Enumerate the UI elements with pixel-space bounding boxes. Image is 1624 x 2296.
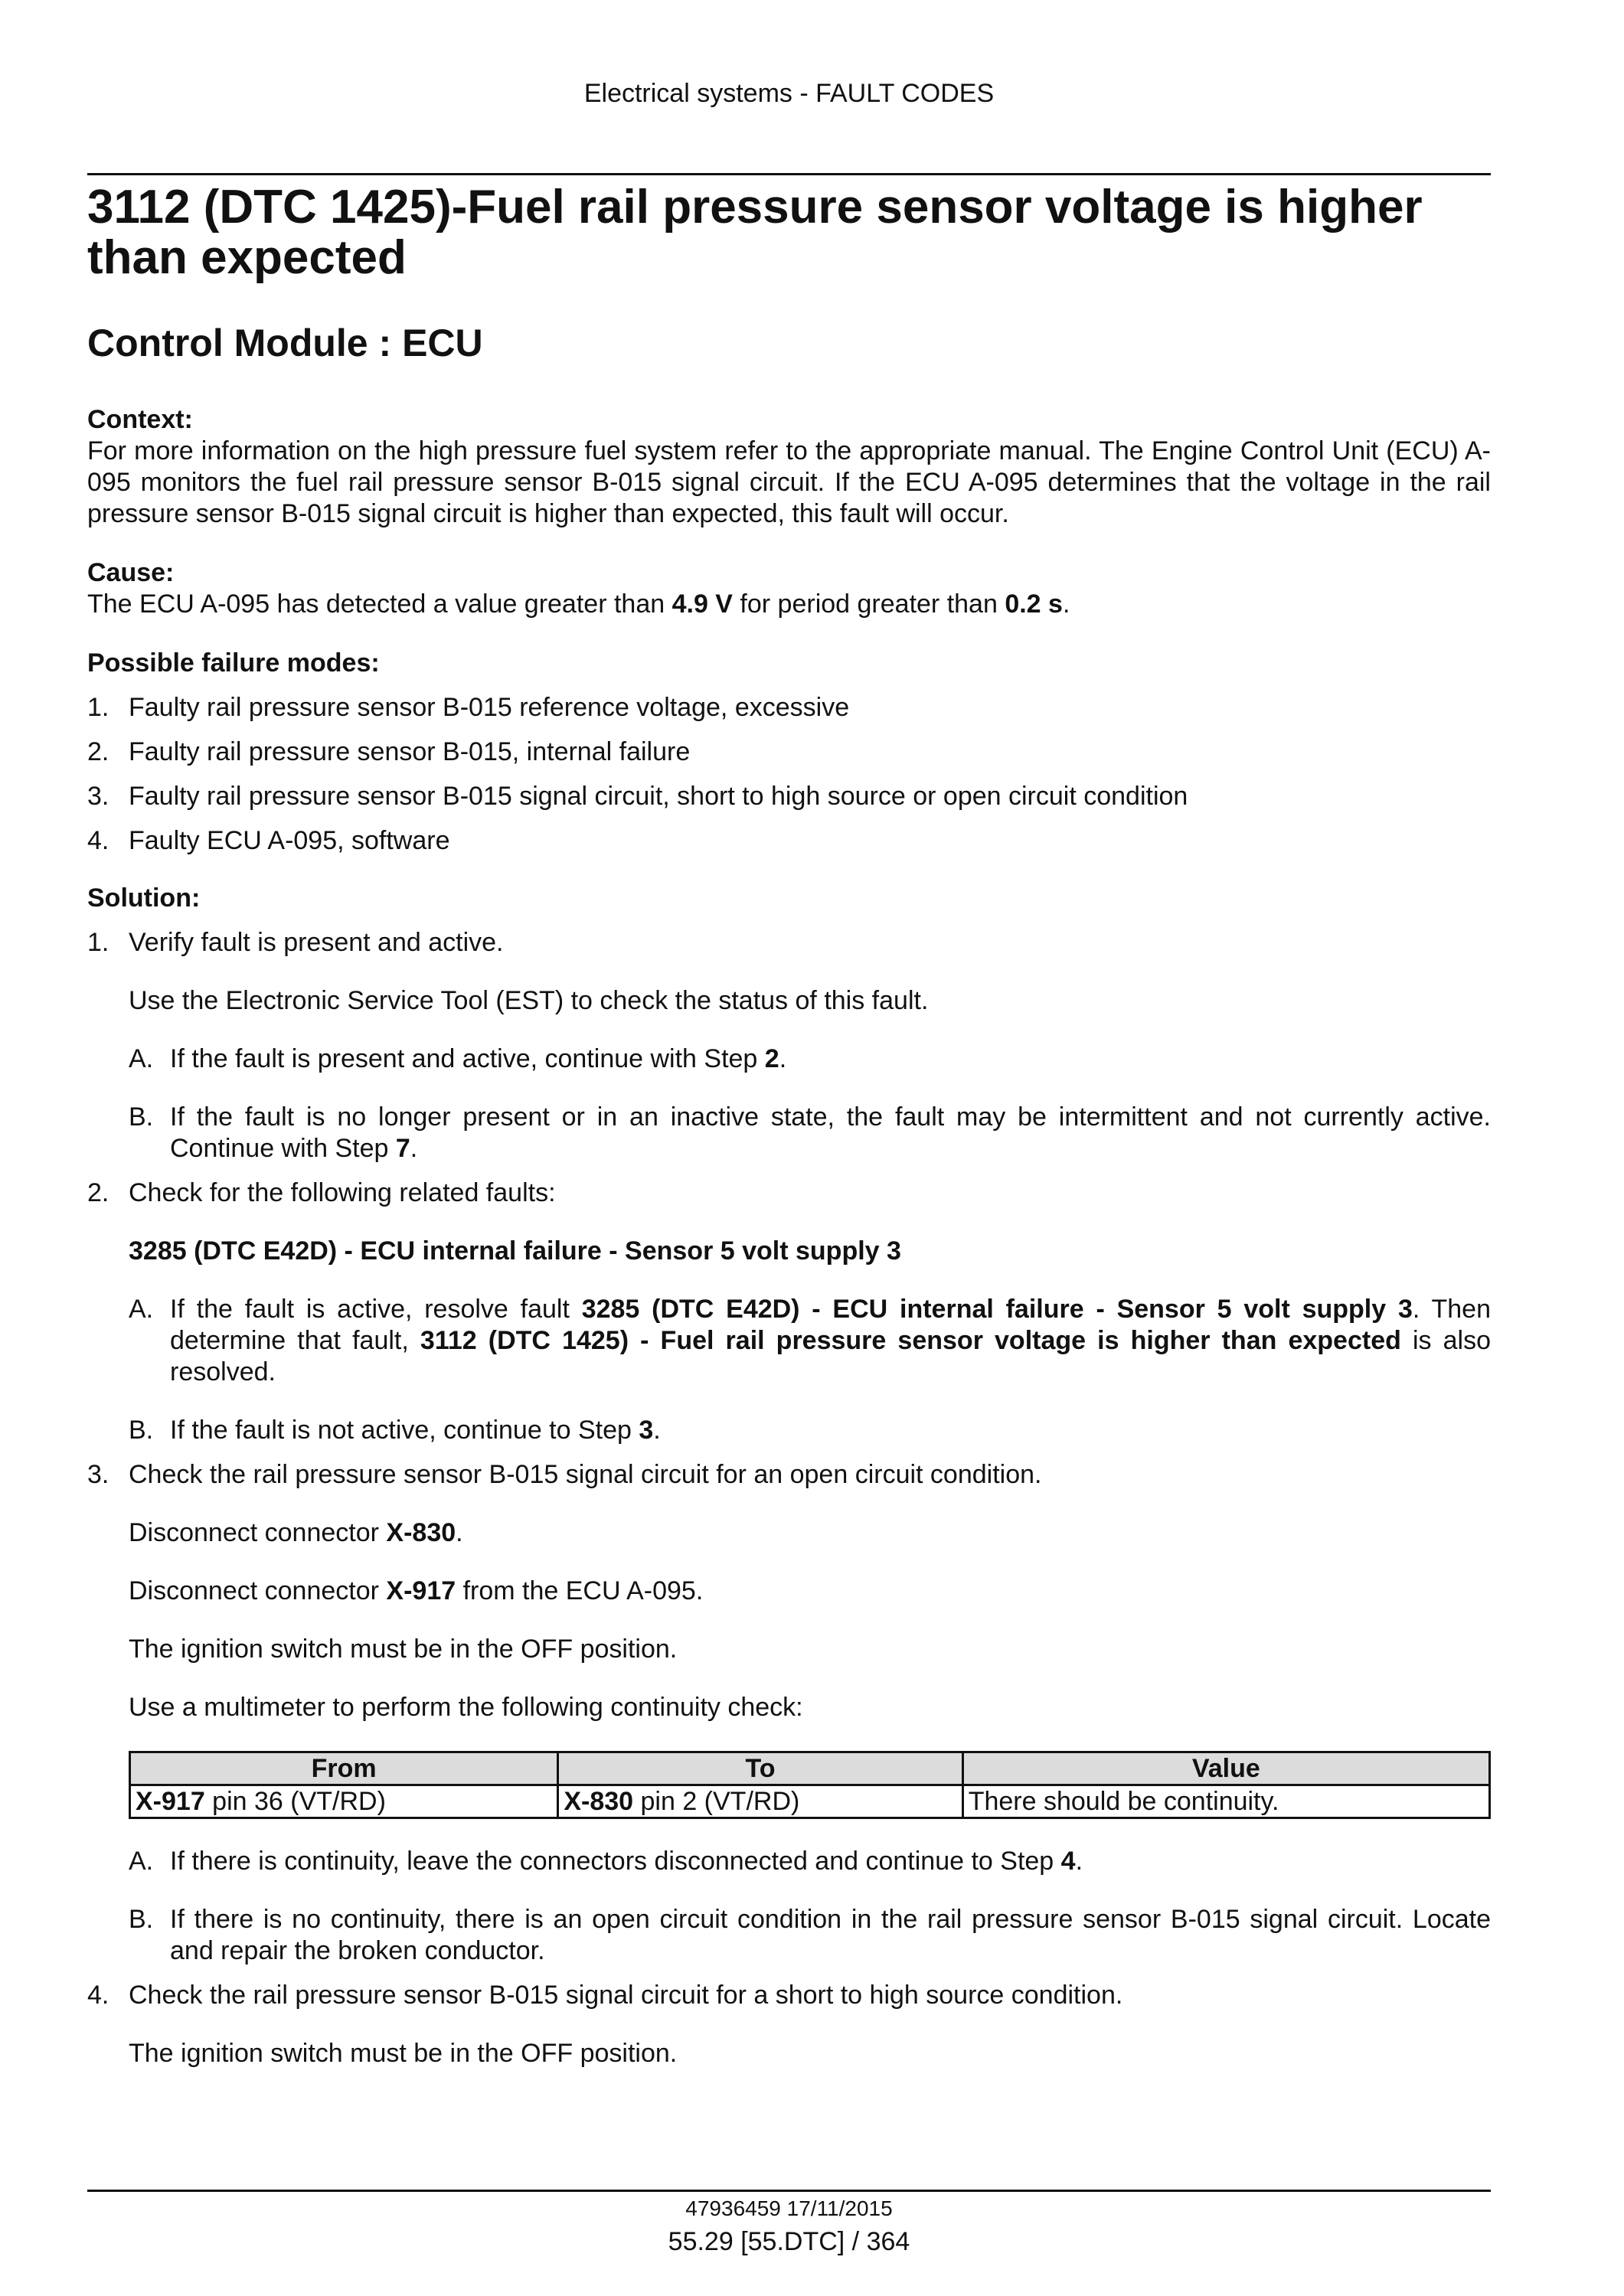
- list-item-number: 3.: [87, 782, 109, 811]
- step-title: Check the rail pressure sensor B-015 signal circuit for a short to high source condition.: [129, 1981, 1123, 2010]
- continuity-table: [129, 1751, 1491, 1819]
- step-option-a: [129, 1294, 1491, 1388]
- header-rule: [87, 173, 1491, 175]
- list-item: [87, 781, 1491, 812]
- pin-info: pin 36 (VT/RD): [204, 1787, 386, 1816]
- option-text: If there is no continuity, there is an open circuit condition in the rail pressure sensor B-015 signal circuit. Locate and repair the broken conductor.: [170, 1905, 1491, 1965]
- step-title: Check the rail pressure sensor B-015 signal circuit for an open circuit condition.: [129, 1460, 1042, 1489]
- fault-reference: 3285 (DTC E42D) - ECU internal failure - Sensor 5 volt supply 3: [581, 1295, 1413, 1324]
- step-number: 4.: [87, 1981, 109, 2010]
- cause-text-pre: The ECU A-095 has detected a value greater than: [87, 590, 672, 619]
- step-title: Verify fault is present and active.: [129, 928, 504, 957]
- list-item-text: Faulty rail pressure sensor B-015, internal failure: [129, 737, 691, 766]
- list-item-number: 4.: [87, 826, 109, 855]
- instruction-text: Disconnect connector: [129, 1576, 387, 1605]
- cell-value: There should be continuity.: [962, 1785, 1489, 1818]
- pin-info: pin 2 (VT/RD): [633, 1787, 800, 1816]
- option-letter: A.: [129, 1847, 154, 1876]
- solution-step-4: [87, 1980, 1491, 2069]
- option-text: If there is continuity, leave the connectors disconnected and continue to Step: [170, 1847, 1061, 1876]
- related-fault: 3285 (DTC E42D) - ECU internal failure - Sensor 5 volt supply 3: [129, 1236, 901, 1266]
- step-option-a: [129, 1846, 1491, 1877]
- step-option-b: [129, 1102, 1491, 1164]
- option-text-mid: . Then determine that fault,: [170, 1295, 1491, 1355]
- list-item: [87, 736, 1491, 768]
- disconnect-instruction-1: [129, 1517, 1491, 1549]
- step-reference: 3: [639, 1416, 654, 1445]
- instruction-text-post: .: [456, 1518, 463, 1547]
- failure-modes-heading: Possible failure modes:: [87, 648, 380, 678]
- footer-rule: [87, 2190, 1491, 2192]
- footer-page-reference: 55.29 [55.DTC] / 364: [668, 2227, 910, 2256]
- step-option-b: [129, 1904, 1491, 1967]
- fault-reference: 3112 (DTC 1425) - Fuel rail pressure sensor voltage is higher than expected: [420, 1326, 1401, 1355]
- cause-text: [87, 589, 1491, 620]
- list-item-text: Faulty rail pressure sensor B-015 signal circuit, short to high source or open circuit condition: [129, 782, 1188, 811]
- connector-id: X-917: [386, 1576, 456, 1605]
- option-letter: A.: [129, 1044, 154, 1073]
- instruction-text-post: from the ECU A-095.: [456, 1576, 704, 1605]
- option-text-post: is also resolved.: [170, 1326, 1492, 1386]
- option-text-post: .: [410, 1134, 418, 1163]
- document-body: [87, 404, 1491, 2069]
- context-text: For more information on the high pressure fuel system refer to the appropriate manual. The Engine Control Unit (ECU) A-095 monitors the fuel rail pressure sensor B-015 signal circuit. If the ECU A-095 determines that the voltage in the rail pressure sensor B-015 signal circuit is higher than expected, this fault will occur.: [87, 436, 1491, 528]
- ignition-note: The ignition switch must be in the OFF position.: [129, 1635, 678, 1664]
- option-text: If the fault is active, resolve fault: [170, 1295, 582, 1324]
- table-header-row: [130, 1752, 1490, 1785]
- list-item-number: 2.: [87, 737, 109, 766]
- solution-step-3: [87, 1459, 1491, 1967]
- option-letter: B.: [129, 1416, 154, 1445]
- step-number: 3.: [87, 1460, 109, 1489]
- control-module-label: Control Module :: [87, 322, 392, 364]
- failure-modes-list: [87, 692, 1491, 857]
- list-item-number: 1.: [87, 693, 109, 722]
- list-item-text: Faulty rail pressure sensor B-015 reference voltage, excessive: [129, 693, 850, 722]
- step-reference: 7: [395, 1134, 410, 1163]
- cause-heading: Cause:: [87, 558, 175, 587]
- fault-title: 3112 (DTC 1425)-Fuel rail pressure sensor voltage is higher than expected: [87, 181, 1423, 284]
- multimeter-note: Use a multimeter to perform the following continuity check:: [129, 1693, 803, 1722]
- running-header: Electrical systems - FAULT CODES: [583, 79, 995, 108]
- footer-document-id: 47936459 17/11/2015: [685, 2196, 893, 2220]
- list-item: [87, 692, 1491, 723]
- column-header-to: To: [558, 1752, 962, 1785]
- cell-from: [130, 1785, 558, 1818]
- instruction-text: Disconnect connector: [129, 1518, 387, 1547]
- option-letter: B.: [129, 1102, 154, 1132]
- option-text: If the fault is present and active, continue with Step: [170, 1044, 765, 1073]
- option-text-post: .: [1075, 1847, 1083, 1876]
- connector-id: X-917: [136, 1787, 205, 1816]
- solution-heading: Solution:: [87, 883, 201, 913]
- ignition-note: The ignition switch must be in the OFF position.: [129, 2039, 678, 2068]
- option-letter: A.: [129, 1295, 154, 1324]
- option-text-post: .: [779, 1044, 787, 1073]
- manual-page: [87, 0, 1491, 2296]
- disconnect-instruction-2: [129, 1576, 1491, 1607]
- step-number: 1.: [87, 928, 109, 957]
- cause-text-mid: for period greater than: [732, 590, 1005, 619]
- step-note: Use the Electronic Service Tool (EST) to check the status of this fault.: [129, 986, 929, 1015]
- column-header-value: Value: [962, 1752, 1489, 1785]
- step-number: 2.: [87, 1178, 109, 1207]
- connector-id: X-830: [386, 1518, 456, 1547]
- step-reference: 2: [764, 1044, 779, 1073]
- cause-voltage: 4.9 V: [671, 590, 733, 619]
- list-item: [87, 825, 1491, 857]
- cell-to: [558, 1785, 962, 1818]
- cause-time: 0.2 s: [1005, 590, 1063, 619]
- context-heading: Context:: [87, 405, 193, 434]
- option-text-post: .: [653, 1416, 661, 1445]
- table-row: [130, 1785, 1490, 1818]
- option-letter: B.: [129, 1905, 154, 1934]
- step-title: Check for the following related faults:: [129, 1178, 556, 1207]
- step-option-b: [129, 1415, 1491, 1446]
- solution-step-2: [87, 1177, 1491, 1446]
- step-option-a: [129, 1043, 1491, 1075]
- control-module-value: ECU: [402, 322, 483, 364]
- step-reference: 4: [1060, 1847, 1076, 1876]
- list-item-text: Faulty ECU A-095, software: [129, 826, 450, 855]
- cause-text-post: .: [1062, 590, 1070, 619]
- solution-step-1: [87, 927, 1491, 1164]
- option-text: If the fault is not active, continue to Step: [170, 1416, 639, 1445]
- column-header-from: From: [130, 1752, 558, 1785]
- connector-id: X-830: [564, 1787, 634, 1816]
- control-module-heading: [87, 320, 483, 366]
- option-text: If the fault is no longer present or in an inactive state, the fault may be intermittent and not currently active. Continue with Step: [170, 1102, 1491, 1163]
